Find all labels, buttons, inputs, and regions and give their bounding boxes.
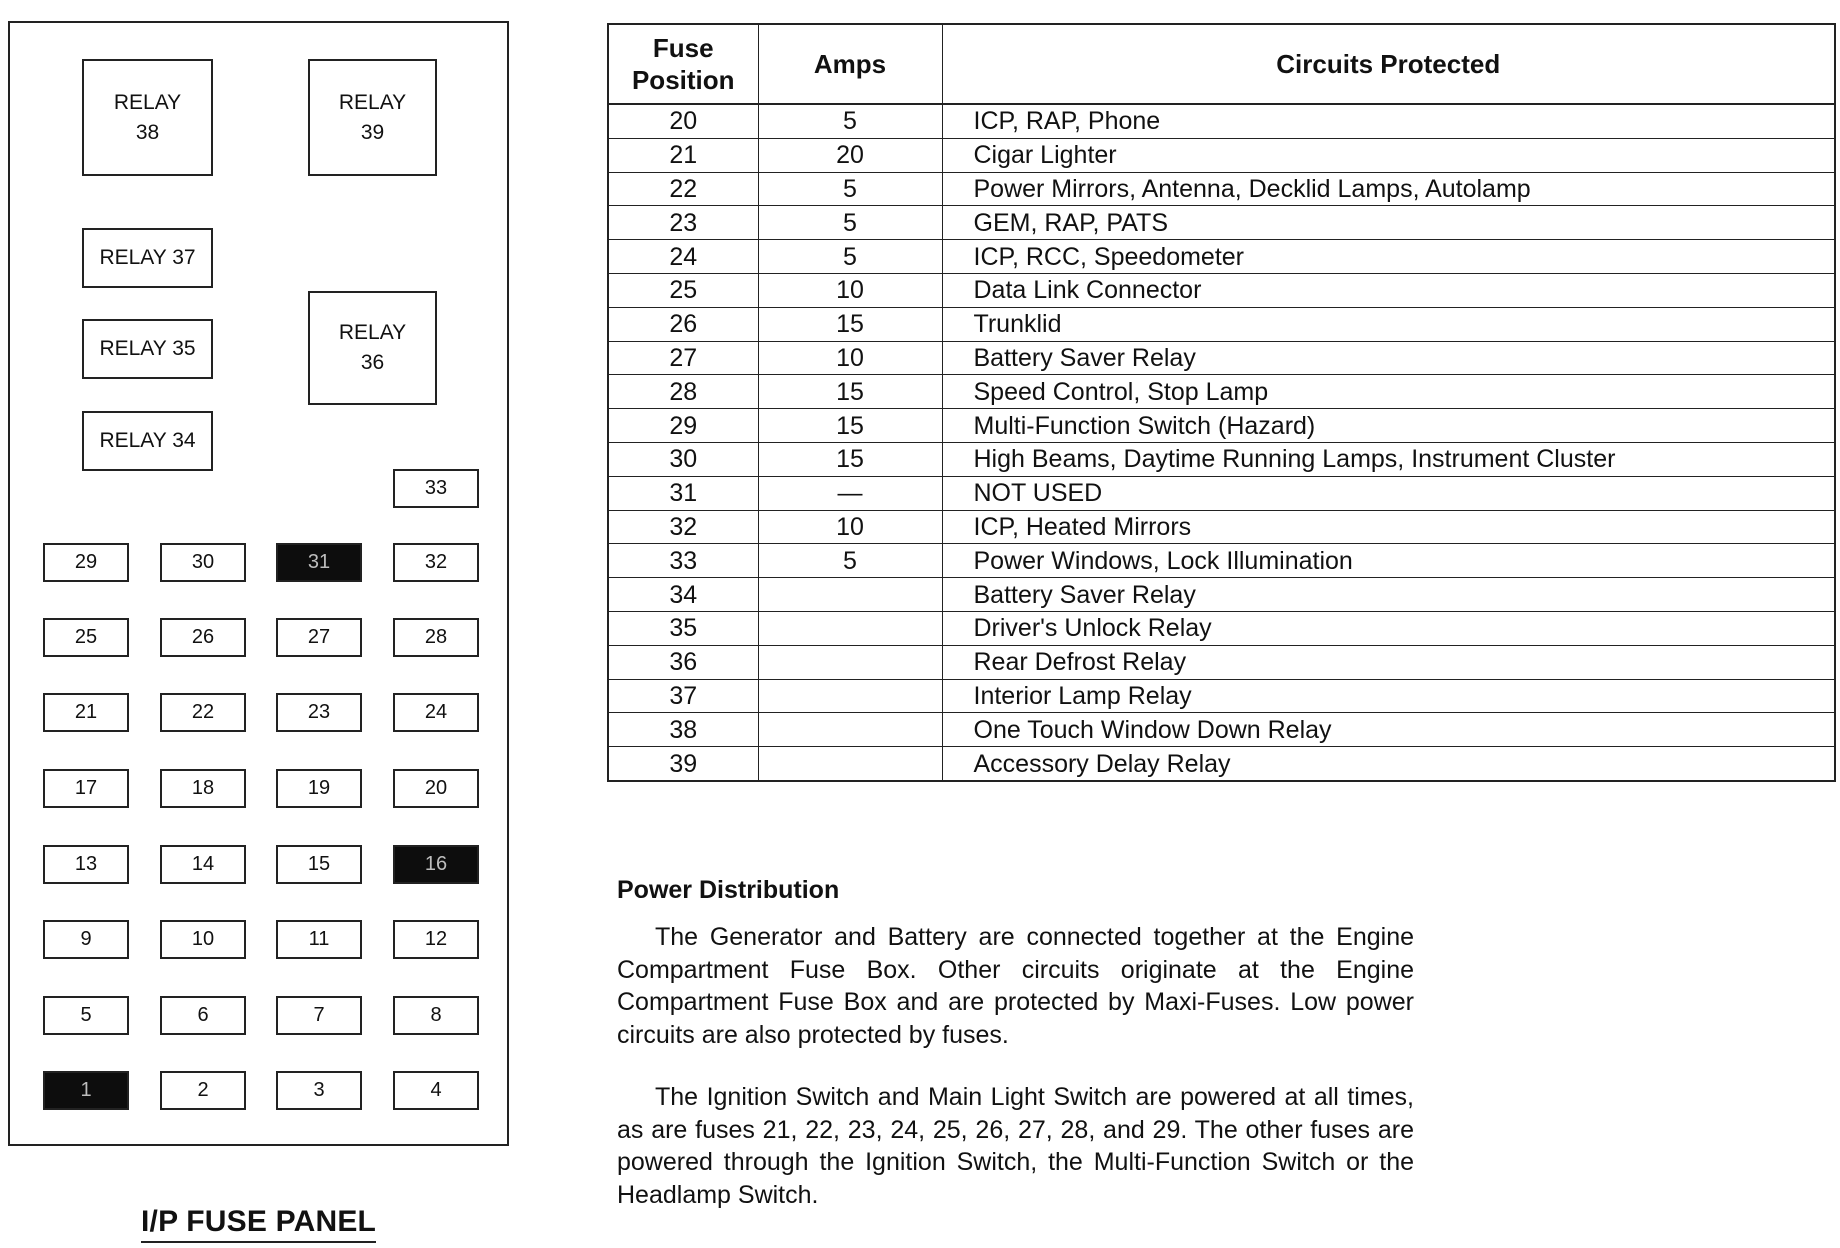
fuse-9: 9 [43,920,129,959]
table-row [608,240,1835,274]
circuits-cell: Accessory Delay Relay [942,747,1835,781]
fuse-position-cell: 30 [608,442,758,476]
relay-35-label: RELAY 35 [99,337,196,360]
table-row [608,273,1835,307]
fuse-position-cell: 23 [608,206,758,240]
header-fuse-position-line1: Fuse [652,33,714,63]
fuse-position-cell: 21 [608,138,758,172]
relay-34 [82,411,213,471]
header-circuits-protected: Circuits Protected [942,24,1835,104]
circuits-cell: Battery Saver Relay [942,578,1835,612]
circuits-cell: GEM, RAP, PATS [942,206,1835,240]
amps-cell: 15 [758,409,942,443]
circuits-cell: ICP, Heated Mirrors [942,510,1835,544]
fuse-4: 4 [393,1071,479,1110]
table-row [608,341,1835,375]
fuse-10: 10 [160,920,246,959]
circuits-cell: Interior Lamp Relay [942,679,1835,713]
relay-38-label-line1: RELAY [113,90,182,114]
amps-cell [758,747,942,781]
fuse-21: 21 [43,693,129,732]
table-header-row [608,24,1835,104]
fuse-24: 24 [393,693,479,732]
circuits-cell: Power Mirrors, Antenna, Decklid Lamps, Autolamp [942,172,1835,206]
fuse-18: 18 [160,769,246,808]
relay-37-label: RELAY 37 [99,246,196,269]
amps-cell: 10 [758,273,942,307]
relay-39 [308,59,437,176]
table-row [608,138,1835,172]
amps-cell: 5 [758,544,942,578]
amps-cell: 15 [758,375,942,409]
fuse-13: 13 [43,845,129,884]
amps-cell: 5 [758,206,942,240]
fuse-position-cell: 36 [608,645,758,679]
fuse-position-cell: 33 [608,544,758,578]
fuse-22: 22 [160,693,246,732]
circuits-cell: Cigar Lighter [942,138,1835,172]
circuits-cell: NOT USED [942,476,1835,510]
relay-36 [308,291,437,405]
fuse-position-cell: 32 [608,510,758,544]
header-fuse-position [608,24,758,104]
power-distribution-paragraph-2: The Ignition Switch and Main Light Switch are powered at all times, as are fuses 21, 22, 23, 24, 25, 26, 27, 28, and 29. The other fuses are powered through the Ignition Switch, the Multi-Function Switch or the Headlamp Switch. [617,1083,1414,1209]
amps-cell [758,713,942,747]
fuse-31: 31 [276,543,362,582]
table-row [608,476,1835,510]
amps-cell: 15 [758,307,942,341]
circuits-cell: Speed Control, Stop Lamp [942,375,1835,409]
circuits-cell: ICP, RAP, Phone [942,104,1835,138]
power-distribution-paragraph-1: The Generator and Battery are connected together at the Engine Compartment Fuse Box. Other circuits originate at the Engine Compartment Fuse Box and are protected by Maxi-Fuses. Low power circuits are also protected by fuses. [617,923,1414,1049]
fuse-position-cell: 37 [608,679,758,713]
fuse-33: 33 [393,469,479,508]
fuse-23: 23 [276,693,362,732]
table-row [608,104,1835,138]
fuse-position-cell: 34 [608,578,758,612]
circuits-cell: Power Windows, Lock Illumination [942,544,1835,578]
circuits-cell: Driver's Unlock Relay [942,611,1835,645]
amps-cell: 20 [758,138,942,172]
fuse-20: 20 [393,769,479,808]
fuse-26: 26 [160,618,246,657]
fuse-position-cell: 24 [608,240,758,274]
amps-cell: — [758,476,942,510]
amps-cell [758,611,942,645]
fuse-table [607,23,1836,782]
table-row [608,578,1835,612]
amps-cell [758,578,942,612]
amps-cell: 5 [758,172,942,206]
relay-37 [82,228,213,288]
circuits-cell: Battery Saver Relay [942,341,1835,375]
amps-cell: 10 [758,341,942,375]
table-row [608,307,1835,341]
fuse-6: 6 [160,996,246,1035]
fuse-19: 19 [276,769,362,808]
circuits-cell: Trunklid [942,307,1835,341]
fuse-position-cell: 35 [608,611,758,645]
table-row [608,375,1835,409]
table-row [608,409,1835,443]
table-row [608,679,1835,713]
amps-cell: 10 [758,510,942,544]
panel-caption: I/P FUSE PANEL [141,1205,376,1243]
amps-cell: 5 [758,240,942,274]
table-row [608,611,1835,645]
fuse-11: 11 [276,920,362,959]
fuse-position-cell: 22 [608,172,758,206]
table-row [608,747,1835,781]
fuse-7: 7 [276,996,362,1035]
table-row [608,544,1835,578]
fuse-32: 32 [393,543,479,582]
table-row [608,510,1835,544]
fuse-position-cell: 38 [608,713,758,747]
amps-cell [758,679,942,713]
table-row [608,645,1835,679]
fuse-30: 30 [160,543,246,582]
relay-39-label-line2: 39 [360,120,385,144]
fuse-29: 29 [43,543,129,582]
fuse-position-cell: 31 [608,476,758,510]
circuits-cell: One Touch Window Down Relay [942,713,1835,747]
fuse-position-cell: 20 [608,104,758,138]
relay-36-label-line2: 36 [360,351,385,374]
power-distribution-heading: Power Distribution [617,876,840,904]
fuse-position-cell: 28 [608,375,758,409]
fuse-3: 3 [276,1071,362,1110]
fuse-position-cell: 25 [608,273,758,307]
circuits-cell: Rear Defrost Relay [942,645,1835,679]
amps-cell: 5 [758,104,942,138]
header-amps: Amps [758,24,942,104]
fuse-25: 25 [43,618,129,657]
fuse-16: 16 [393,845,479,884]
fuse-27: 27 [276,618,362,657]
fuse-position-cell: 39 [608,747,758,781]
fuse-2: 2 [160,1071,246,1110]
fuse-position-cell: 27 [608,341,758,375]
circuits-cell: High Beams, Daytime Running Lamps, Instrument Cluster [942,442,1835,476]
circuits-cell: ICP, RCC, Speedometer [942,240,1835,274]
relay-38 [82,59,213,176]
fuse-1: 1 [43,1071,129,1110]
fuse-28: 28 [393,618,479,657]
table-row [608,713,1835,747]
amps-cell [758,645,942,679]
fuse-position-cell: 29 [608,409,758,443]
relay-36-label-line1: RELAY [338,321,407,344]
amps-cell: 15 [758,442,942,476]
relay-39-label-line1: RELAY [338,90,407,114]
table-row [608,442,1835,476]
fuse-17: 17 [43,769,129,808]
circuits-cell: Multi-Function Switch (Hazard) [942,409,1835,443]
relay-35 [82,319,213,379]
table-row [608,172,1835,206]
fuse-position-cell: 26 [608,307,758,341]
fuse-15: 15 [276,845,362,884]
table-row [608,206,1835,240]
fuse-panel-diagram [8,21,509,1146]
fuse-12: 12 [393,920,479,959]
circuits-cell: Data Link Connector [942,273,1835,307]
header-fuse-position-line2: Position [631,65,735,95]
fuse-5: 5 [43,996,129,1035]
relay-34-label: RELAY 34 [99,429,196,452]
fuse-14: 14 [160,845,246,884]
relay-38-label-line2: 38 [135,120,160,144]
fuse-8: 8 [393,996,479,1035]
